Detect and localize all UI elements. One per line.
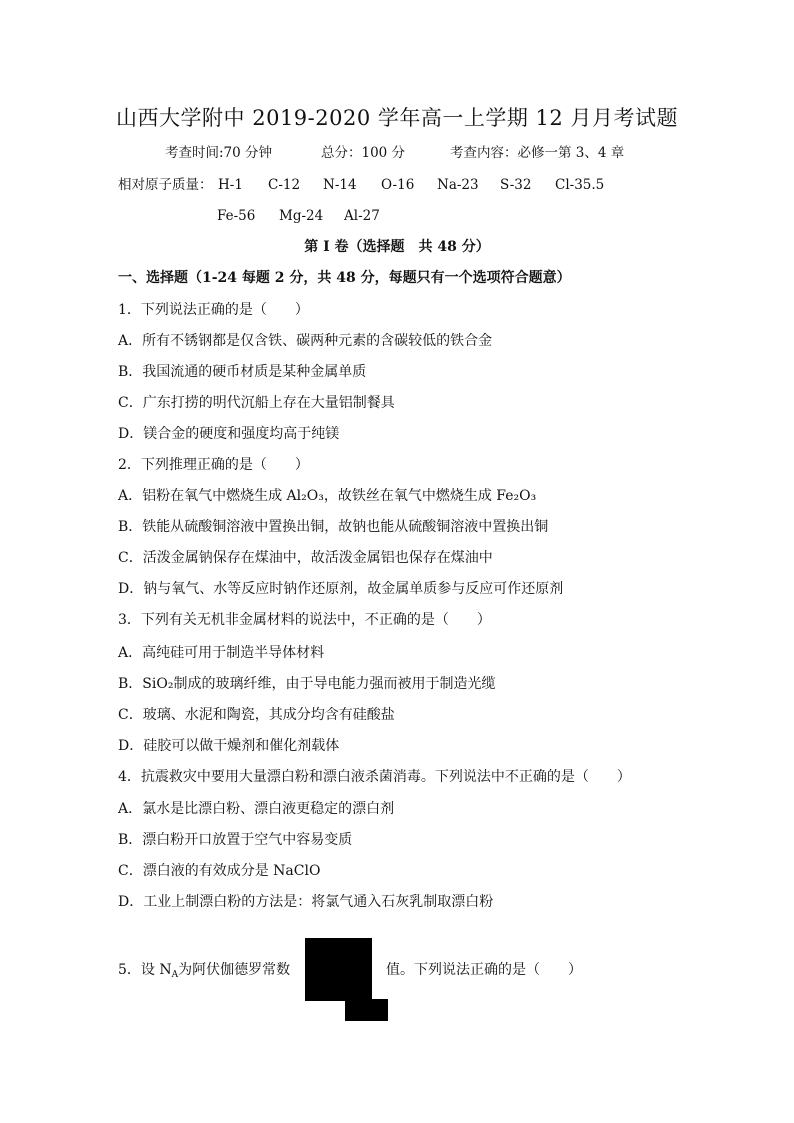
atomic-mass: Na-23 xyxy=(437,177,479,193)
total-score: 总分：100 分 xyxy=(321,145,406,161)
question-stem xyxy=(118,960,290,980)
option-d: D．镁合金的硬度和强度均高于纯镁 xyxy=(118,426,340,442)
option-c: C．活泼金属钠保存在煤油中，故活泼金属铝也保存在煤油中 xyxy=(118,550,493,566)
option-a: A．铝粉在氧气中燃烧生成 Al₂O₃，故铁丝在氧气中燃烧生成 Fe₂O₃ xyxy=(118,488,537,504)
stem-prefix: 5．设 N xyxy=(118,962,172,978)
question-stem: 3．下列有关无机非金属材料的说法中，不正确的是（ ） xyxy=(118,612,491,628)
atomic-mass: C-12 xyxy=(268,177,301,193)
section-title: 第 I 卷（选择题 共 48 分） xyxy=(304,239,490,255)
option-b: B．铁能从硫酸铜溶液中置换出铜，故钠也能从硫酸铜溶液中置换出铜 xyxy=(118,519,549,535)
option-d: D．钠与氧气、水等反应时钠作还原剂，故金属单质参与反应可作还原剂 xyxy=(118,581,564,597)
atomic-mass: Fe-56 xyxy=(217,208,256,224)
stem-middle: 为阿伏伽德罗常数 xyxy=(178,962,291,978)
part-title: 一、选择题（1-24 每题 2 分，共 48 分，每题只有一个选项符合题意） xyxy=(118,270,571,286)
option-b: B．SiO₂制成的玻璃纤维，由于导电能力强而被用于制造光缆 xyxy=(118,676,496,692)
option-a: A．氯水是比漂白粉、漂白液更稳定的漂白剂 xyxy=(118,801,395,817)
question-stem-continued: 值。下列说法正确的是（ ） xyxy=(386,962,582,978)
exam-content: 考查内容：必修一第 3、4 章 xyxy=(450,145,625,161)
option-b: B．我国流通的硬币材质是某种金属单质 xyxy=(118,364,367,380)
option-b: B．漂白粉开口放置于空气中容易变质 xyxy=(118,832,353,848)
question-stem: 2．下列推理正确的是（ ） xyxy=(118,457,309,473)
question-stem: 1．下列说法正确的是（ ） xyxy=(118,302,309,318)
exam-time: 考查时间:70 分钟 xyxy=(165,145,273,161)
option-d: D．工业上制漂白粉的方法是：将氯气通入石灰乳制取漂白粉 xyxy=(118,894,494,910)
option-a: A．高纯硅可用于制造半导体材料 xyxy=(118,645,325,661)
page-title: 山西大学附中 2019-2020 学年高一上学期 12 月月考试题 xyxy=(116,106,678,130)
redaction-block xyxy=(305,938,372,1001)
atomic-mass-label: 相对原子质量： xyxy=(118,177,213,193)
option-c: C．玻璃、水泥和陶瓷，其成分均含有硅酸盐 xyxy=(118,707,395,723)
stem-subscript: A xyxy=(171,970,179,980)
atomic-mass: H-1 xyxy=(218,177,243,193)
atomic-mass: O-16 xyxy=(381,177,415,193)
option-a: A．所有不锈钢都是仅含铁、碳两种元素的含碳较低的铁合金 xyxy=(118,333,493,349)
atomic-mass: Al-27 xyxy=(344,208,380,224)
atomic-mass: Cl-35.5 xyxy=(555,177,605,193)
atomic-mass: N-14 xyxy=(323,177,357,193)
option-d: D．硅胶可以做干燥剂和催化剂载体 xyxy=(118,738,340,754)
option-c: C．广东打捞的明代沉船上存在大量铝制餐具 xyxy=(118,395,395,411)
redaction-block xyxy=(345,999,388,1021)
option-c: C．漂白液的有效成分是 NaClO xyxy=(118,863,321,879)
atomic-mass: S-32 xyxy=(500,177,532,193)
atomic-mass: Mg-24 xyxy=(279,208,324,224)
question-stem: 4．抗震救灾中要用大量漂白粉和漂白液杀菌消毒。下列说法中不正确的是（ ） xyxy=(118,769,631,785)
